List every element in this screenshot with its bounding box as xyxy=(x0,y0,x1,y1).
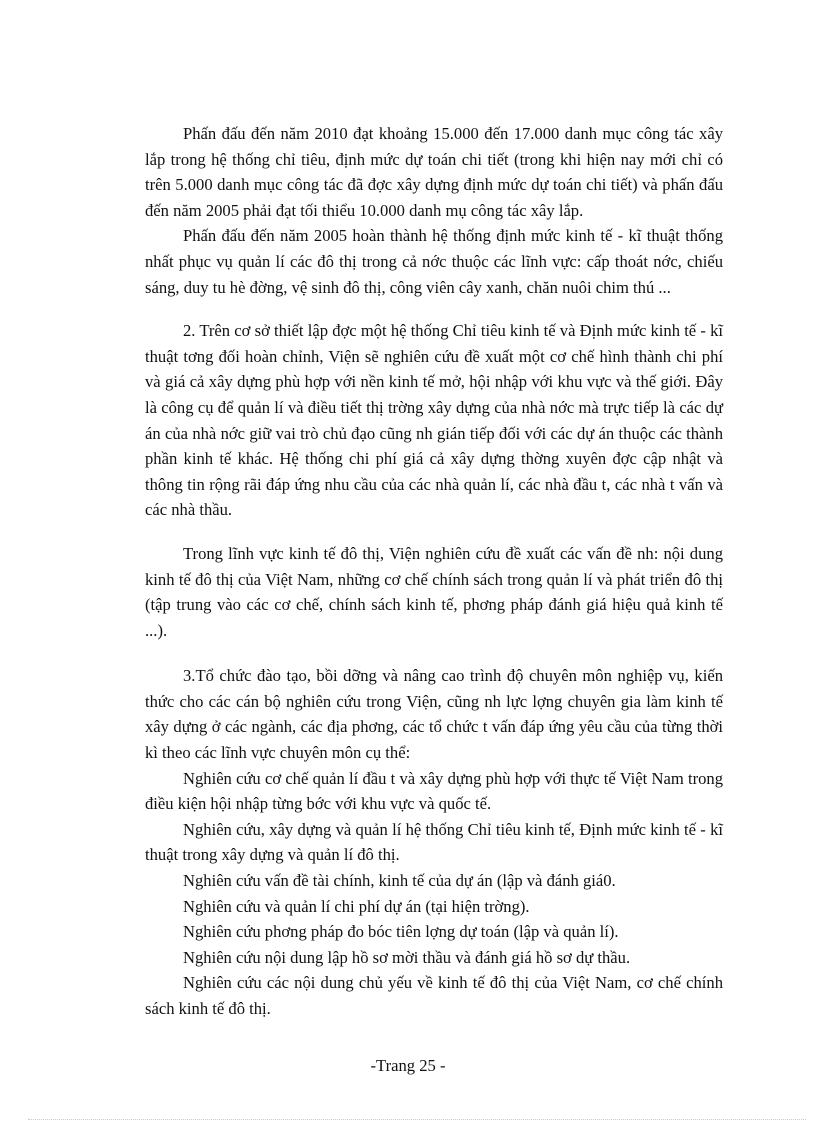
page-bottom-divider xyxy=(28,1119,806,1120)
paragraph-target-2005: Phấn đấu đến năm 2005 hoàn thành hệ thống định mức kinh tế - kĩ thuật thống nhất phục vụ quản lí các đô thị trong cả nớc thuộc các lĩnh vực: cấp thoát nớc, chiếu sáng, duy tu hè đờng, vệ sinh đô thị, công viên cây xanh, chăn nuôi chim thú ... xyxy=(145,226,723,297)
list-item: Nghiên cứu vấn đề tài chính, kinh tế của dự án (lập và đánh giá0. xyxy=(183,871,616,891)
list-item: Nghiên cứu và quản lí chi phí dự án (tại hiện trờng). xyxy=(183,896,530,916)
document-body xyxy=(145,121,723,1022)
paragraph-urban-economics: Trong lĩnh vực kinh tế đô thị, Viện nghiên cứu đề xuất các vấn đề nh: nội dung kinh tế đô thị của Việt Nam, những cơ chế chính sách trong quản lí và phát triển đô thị (tập trung vào các cơ chế, chính sách kinh tế, phơng pháp đánh giá hiệu quả kinh tế ...). xyxy=(145,543,723,640)
list-item: Nghiên cứu nội dung lập hồ sơ mời thầu và đánh giá hồ sơ dự thầu. xyxy=(183,947,631,967)
paragraph-target-2010: Phấn đấu đến năm 2010 đạt khoảng 15.000 đến 17.000 danh mục công tác xây lắp trong hệ thống chỉ tiêu, định mức dự toán chi tiết (trong khi hiện nay mới chỉ có trên 5.000 danh mục công tác đã đợc xây dựng định mức dự toán chi tiết) và phấn đấu đến năm 2005 phải đạt tối thiểu 10.000 danh mụ công tác xây lắp. xyxy=(145,124,723,220)
list-item: Nghiên cứu cơ chế quản lí đầu t và xây dựng phù hợp với thực tế Việt Nam trong điều kiện hội nhập từng bớc với khu vực và quốc tế. xyxy=(145,768,723,814)
list-item: Nghiên cứu các nội dung chủ yếu về kinh tế đô thị của Việt Nam, cơ chế chính sách kinh tế đô thị. xyxy=(145,973,723,1018)
list-item: Nghiên cứu phơng pháp đo bóc tiên lợng dự toán (lập và quản lí). xyxy=(183,922,619,942)
page-number: -Trang 25 - xyxy=(370,1056,446,1075)
paragraph-section-3: 3.Tổ chức đào tạo, bồi dỡng và nâng cao trình độ chuyên môn nghiệp vụ, kiến thức cho các cán bộ nghiên cứu trong Viện, cũng nh lực lợng chuyên gia làm kinh tế xây dựng ở các ngành, các địa phơng, các tổ chức t vấn đáp ứng yêu cầu của từng thời kì theo các lĩnh vực chuyên môn cụ thể: xyxy=(145,666,723,763)
list-item: Nghiên cứu, xây dựng và quản lí hệ thống Chỉ tiêu kinh tế, Định mức kinh tế - kĩ thuật trong xây dựng và quản lí đô thị. xyxy=(145,819,723,865)
paragraph-section-2: 2. Trên cơ sở thiết lập đợc một hệ thống Chỉ tiêu kinh tế và Định mức kinh tế - kĩ thuật tơng đối hoàn chỉnh, Viện sẽ nghiên cứu đề xuất một cơ chế hình thành chi phí và giá cả xây dựng phù hợp với nền kinh tế mở, hội nhập với khu vực và thế giới. Đây là công cụ để quản lí và điều tiết thị trờng xây dựng của nhà nớc mà trực tiếp là các dự án của nhà nớc giữ vai trò chủ đạo cũng nh gián tiếp đối với các dự án thuộc các thành phần kinh tế khác. Hệ thống chi phí giá cả xây dựng thờng xuyên đợc cập nhật và thông tin rộng rãi đáp ứng nhu cầu của các nhà quản lí, các nhà đầu t, các nhà t vấn và các nhà thầu. xyxy=(145,321,723,520)
